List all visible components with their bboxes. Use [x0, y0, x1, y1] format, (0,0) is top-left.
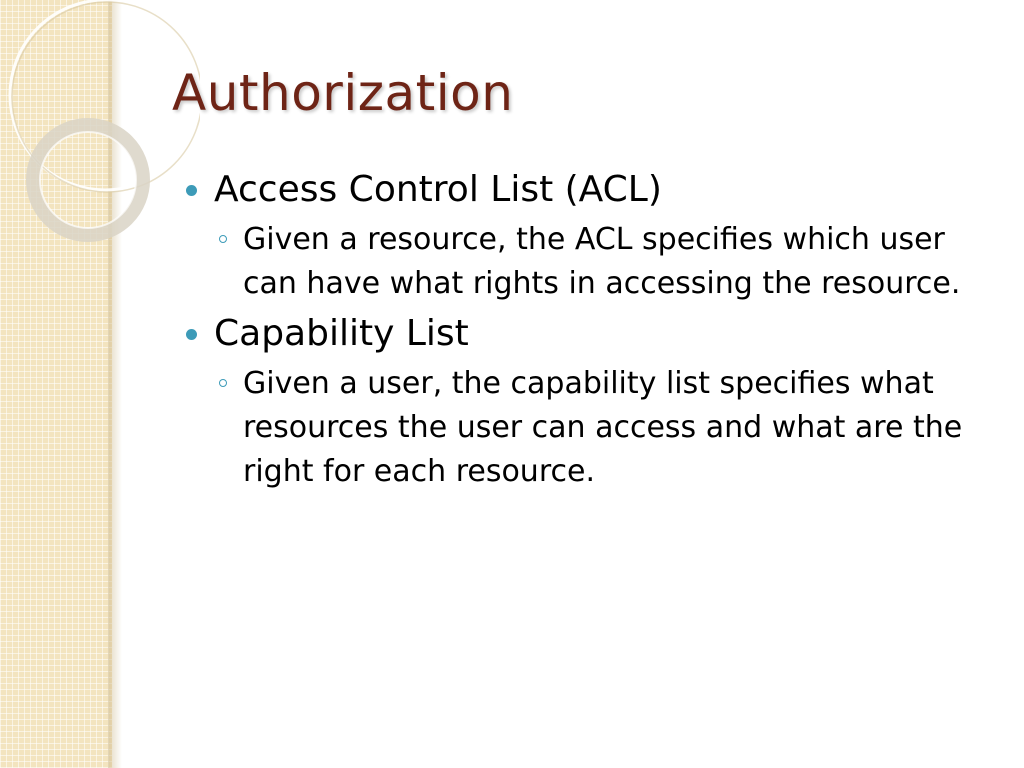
slide-title: Authorization	[172, 64, 514, 122]
decorative-ring-highlight	[40, 132, 136, 228]
bullet-dot-icon	[186, 329, 197, 340]
sub-bullet-item	[186, 362, 986, 494]
bullet-item	[186, 168, 986, 212]
sub-bullet-text: Given a resource, the ACL specifies which user can have what rights in accessing the resource.	[243, 222, 961, 301]
sub-bullet-ring-icon	[219, 235, 227, 243]
sub-bullet-ring-icon	[219, 379, 227, 387]
bullet-item	[186, 312, 986, 356]
bullet-dot-icon	[186, 185, 197, 196]
sub-bullet-item	[186, 218, 986, 306]
sub-bullet-text: Given a user, the capability list specifies what resources the user can access and what are the right for each resource.	[243, 366, 963, 489]
bullet-list	[186, 168, 986, 500]
decorative-ring	[33, 125, 143, 235]
decorative-circles	[0, 0, 200, 280]
bullet-text: Capability List	[214, 313, 469, 354]
bullet-text: Access Control List (ACL)	[214, 169, 662, 210]
